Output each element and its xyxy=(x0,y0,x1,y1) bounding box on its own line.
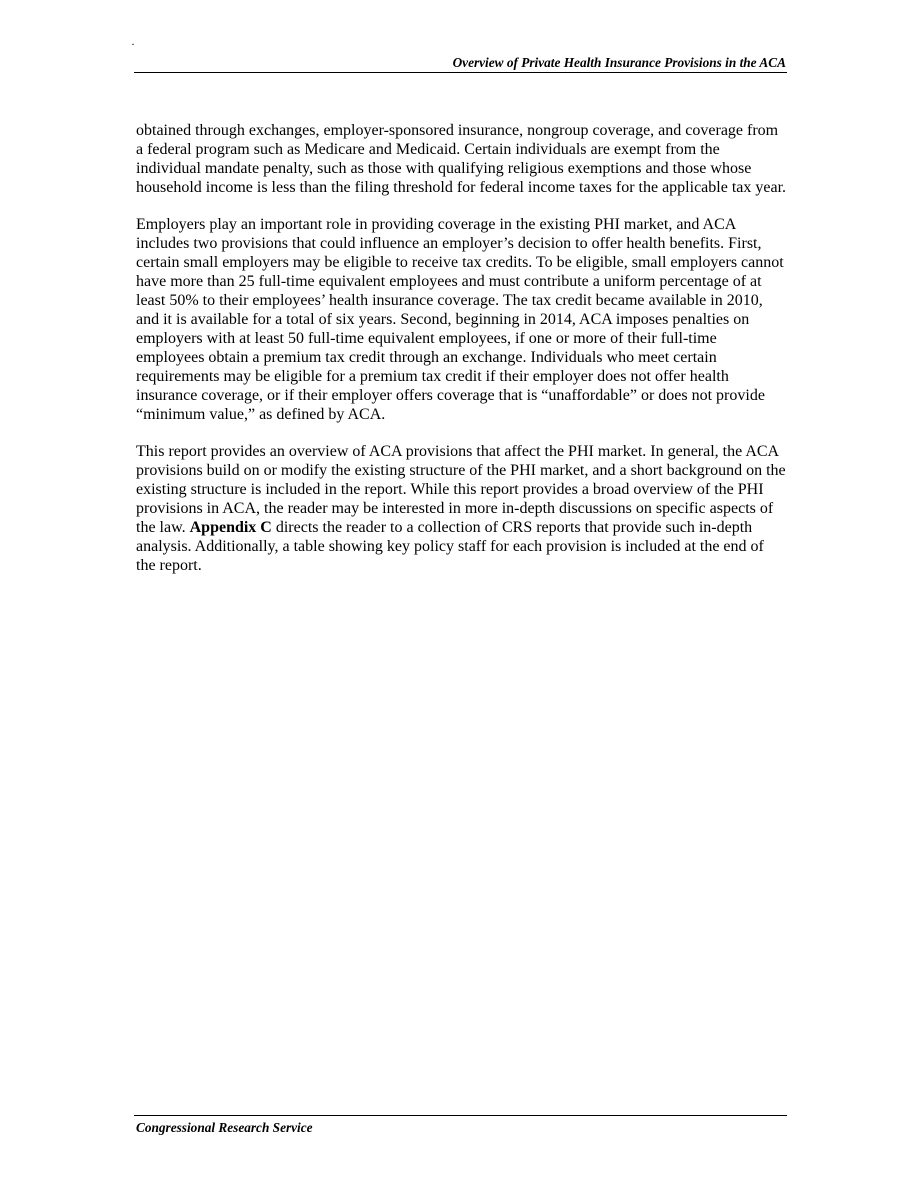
paragraph-text-start: This report provides an overview of ACA provisions that affect the PHI market. In general, the ACA provisions build on or modify the existing structure of the PHI market, and a short background on the existing structure is included in the report. While this report provides a broad overview of the PHI provisions in ACA, the reader may be interested in more in-depth discussions on specific aspects of the law. xyxy=(136,443,786,536)
paragraph-employer-provisions: Employers play an important role in providing coverage in the existing PHI market, and ACA includes two provisions that could influence an employer’s decision to offer health benefits. First, certain small employers may be eligible to receive tax credits. To be eligible, small employers cannot have more than 25 full-time equivalent employees and must contribute a uniform percentage of at least 50% to their employees’ health insurance coverage. The tax credit became available in 2010, and it is available for a total of six years. Second, beginning in 2014, ACA imposes penalties on employers with at least 50 full-time equivalent employees, if one or more of their full-time employees obtain a premium tax credit through an exchange. Individuals who meet certain requirements may be eligible for a premium tax credit if their employer does not offer health insurance coverage, or if their employer offers coverage that is “unaffordable” or does not provide “minimum value,” as defined by ACA. xyxy=(136,216,784,423)
paragraph-text-end: directs the reader to a collection of CRS reports that provide such in-depth analysis. Additionally, a table showing key policy staff for each provision is included at the end of the report. xyxy=(136,519,764,574)
footer-publisher: Congressional Research Service xyxy=(136,1120,313,1135)
document-body xyxy=(136,121,786,593)
appendix-c-reference: Appendix C xyxy=(189,519,272,536)
paragraph-individual-mandate: obtained through exchanges, employer-sponsored insurance, nongroup coverage, and coverage from a federal program such as Medicare and Medicaid. Certain individuals are exempt from the individual mandate penalty, such as those with qualifying religious exemptions and those whose household income is less than the filing threshold for federal income taxes for the applicable tax year. xyxy=(136,122,787,196)
header-mark: · xyxy=(131,37,135,51)
paragraph-report-overview xyxy=(136,442,786,575)
header-divider xyxy=(134,72,787,73)
running-header-title: Overview of Private Health Insurance Provisions in the ACA xyxy=(452,55,786,70)
footer-divider xyxy=(134,1115,787,1116)
